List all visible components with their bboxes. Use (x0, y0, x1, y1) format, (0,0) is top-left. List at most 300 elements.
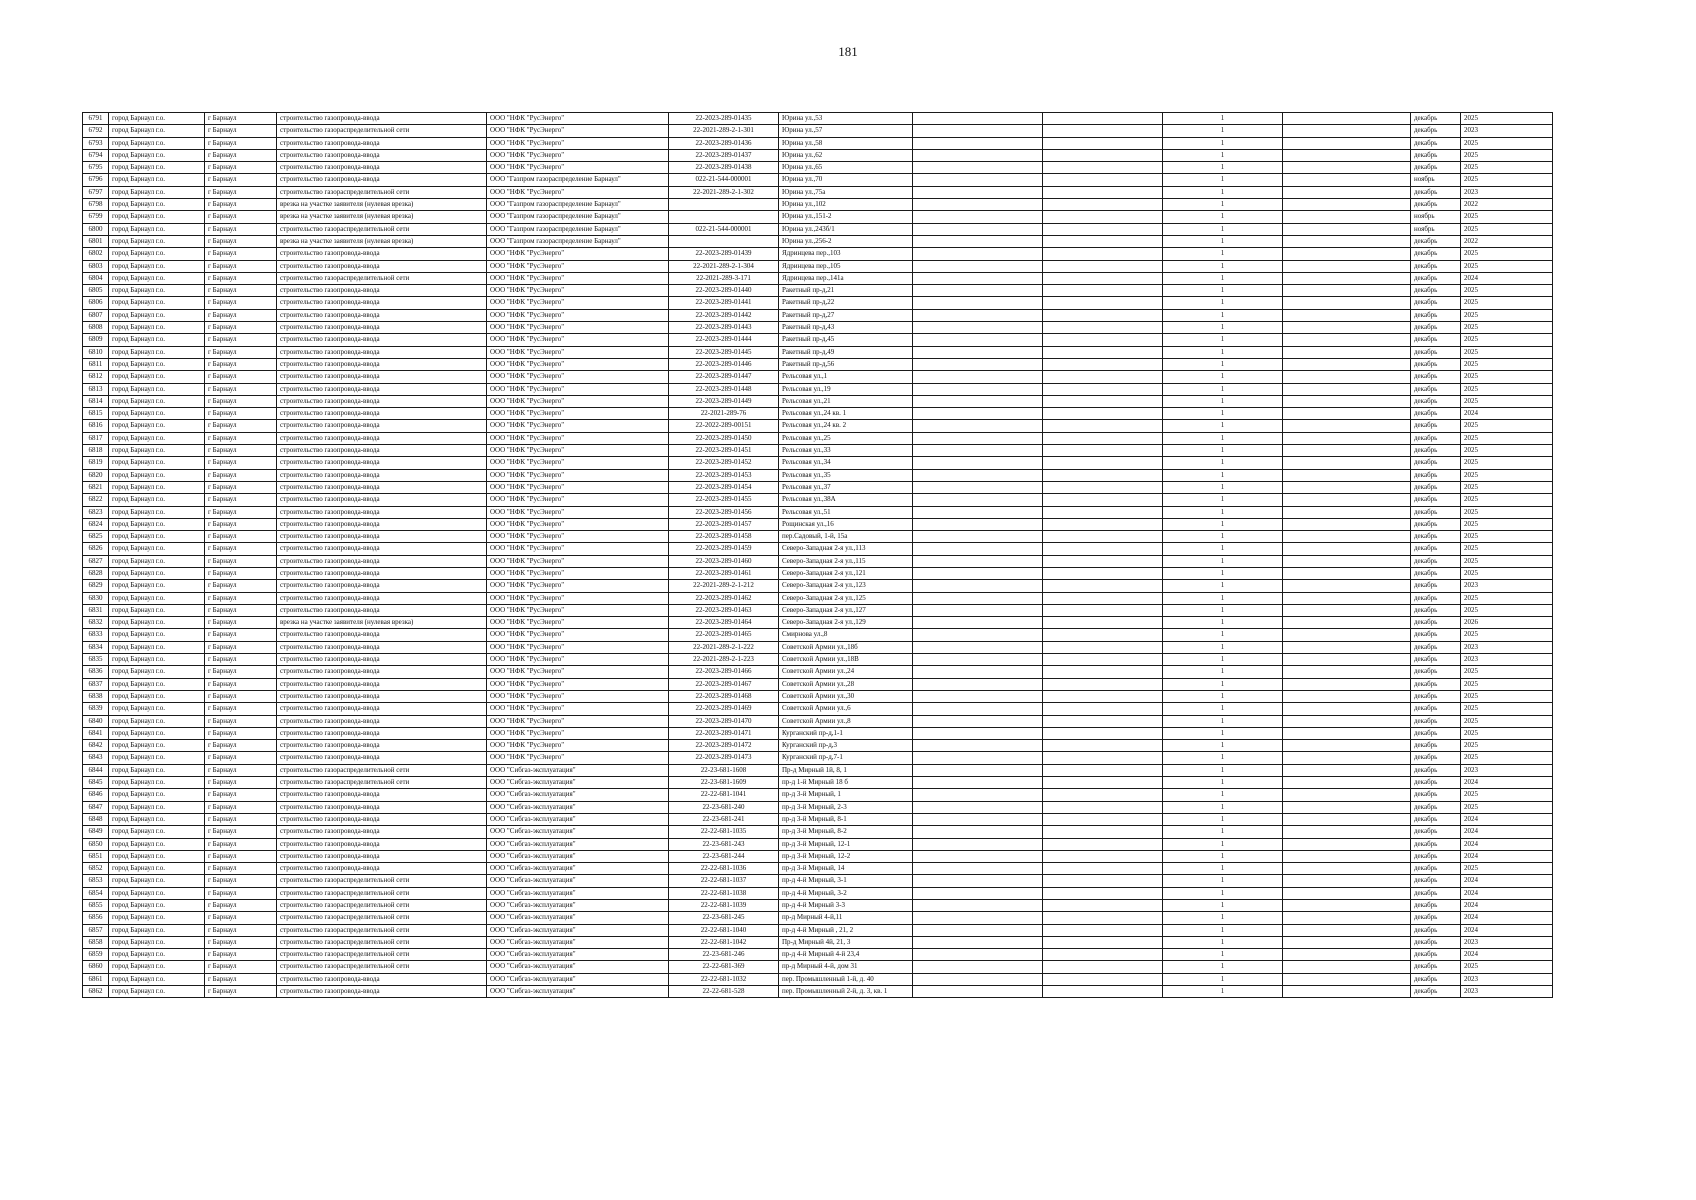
empty-cell (913, 408, 1043, 420)
work-type-cell: строительство газораспределительной сети (277, 125, 487, 137)
address-cell: Рельсовая ул.,25 (779, 432, 913, 444)
empty-cell (913, 174, 1043, 186)
row-number-cell: 6802 (83, 248, 109, 260)
empty-cell (1283, 875, 1411, 887)
empty-cell (1043, 383, 1163, 395)
row-number-cell: 6843 (83, 752, 109, 764)
empty-cell (1043, 949, 1163, 961)
municipality-cell: город Барнаул г.о. (109, 420, 205, 432)
row-number-cell: 6855 (83, 900, 109, 912)
empty-cell (1043, 863, 1163, 875)
settlement-cell: г Барнаул (205, 973, 277, 985)
quantity-cell: 1 (1163, 408, 1283, 420)
empty-cell (1043, 174, 1163, 186)
empty-cell (1043, 617, 1163, 629)
settlement-cell: г Барнаул (205, 162, 277, 174)
table-row (83, 395, 1553, 407)
empty-cell (913, 383, 1043, 395)
quantity-cell: 1 (1163, 272, 1283, 284)
month-cell: декабрь (1411, 445, 1461, 457)
address-cell: пр-д 3-й Мирный, 12-2 (779, 850, 913, 862)
empty-cell (1283, 285, 1411, 297)
municipality-cell: город Барнаул г.о. (109, 924, 205, 936)
work-type-cell: строительство газораспределительной сети (277, 900, 487, 912)
quantity-cell: 1 (1163, 789, 1283, 801)
address-cell: пр-д 3-й Мирный, 12-1 (779, 838, 913, 850)
year-cell: 2025 (1461, 371, 1553, 383)
row-number-cell: 6859 (83, 949, 109, 961)
quantity-cell: 1 (1163, 199, 1283, 211)
empty-cell (1283, 346, 1411, 358)
empty-cell (913, 801, 1043, 813)
row-number-cell: 6854 (83, 887, 109, 899)
month-cell: декабрь (1411, 408, 1461, 420)
quantity-cell: 1 (1163, 125, 1283, 137)
empty-cell (1043, 445, 1163, 457)
organization-cell: ООО "Сибгаз-эксплуатация" (487, 986, 669, 998)
empty-cell (1283, 752, 1411, 764)
address-cell: пр-д 3-й Мирный, 8-1 (779, 813, 913, 825)
quantity-cell: 1 (1163, 481, 1283, 493)
municipality-cell: город Барнаул г.о. (109, 346, 205, 358)
year-cell: 2022 (1461, 199, 1553, 211)
municipality-cell: город Барнаул г.о. (109, 531, 205, 543)
municipality-cell: город Барнаул г.о. (109, 457, 205, 469)
quantity-cell: 1 (1163, 334, 1283, 346)
work-type-cell: врезка на участке заявителя (нулевая врезка) (277, 211, 487, 223)
empty-cell (1043, 936, 1163, 948)
empty-cell (1283, 494, 1411, 506)
year-cell: 2025 (1461, 567, 1553, 579)
empty-cell (913, 666, 1043, 678)
empty-cell (913, 875, 1043, 887)
settlement-cell: г Барнаул (205, 395, 277, 407)
address-cell: Юрина ул.,65 (779, 162, 913, 174)
empty-cell (913, 334, 1043, 346)
address-cell: Пр-д Мирный 4й, 21, 3 (779, 936, 913, 948)
table-row (83, 764, 1553, 776)
address-cell: Ядринцева пер.,105 (779, 260, 913, 272)
empty-cell (913, 592, 1043, 604)
permit-number-cell: 22-22-681-528 (669, 986, 779, 998)
row-number-cell: 6817 (83, 432, 109, 444)
quantity-cell: 1 (1163, 395, 1283, 407)
row-number-cell: 6860 (83, 961, 109, 973)
organization-cell: ООО "Сибгаз-эксплуатация" (487, 924, 669, 936)
municipality-cell: город Барнаул г.о. (109, 260, 205, 272)
quantity-cell: 1 (1163, 186, 1283, 198)
empty-cell (913, 961, 1043, 973)
settlement-cell: г Барнаул (205, 703, 277, 715)
empty-cell (1283, 481, 1411, 493)
empty-cell (1283, 113, 1411, 125)
municipality-cell: город Барнаул г.о. (109, 764, 205, 776)
table-row (83, 813, 1553, 825)
settlement-cell: г Барнаул (205, 518, 277, 530)
month-cell: декабрь (1411, 912, 1461, 924)
organization-cell: ООО "НФК "РусЭнерго" (487, 703, 669, 715)
empty-cell (1043, 727, 1163, 739)
organization-cell: ООО "Сибгаз-эксплуатация" (487, 936, 669, 948)
settlement-cell: г Барнаул (205, 936, 277, 948)
year-cell: 2025 (1461, 285, 1553, 297)
empty-cell (913, 494, 1043, 506)
quantity-cell: 1 (1163, 703, 1283, 715)
month-cell: декабрь (1411, 961, 1461, 973)
municipality-cell: город Барнаул г.о. (109, 752, 205, 764)
table-row (83, 567, 1553, 579)
year-cell: 2025 (1461, 395, 1553, 407)
empty-cell (1283, 887, 1411, 899)
empty-cell (1043, 850, 1163, 862)
table-row (83, 199, 1553, 211)
address-cell: Ракетный пр-д,21 (779, 285, 913, 297)
row-number-cell: 6800 (83, 223, 109, 235)
work-type-cell: строительство газораспределительной сети (277, 875, 487, 887)
work-type-cell: строительство газопровода-ввода (277, 703, 487, 715)
address-cell: Ракетный пр-д,43 (779, 322, 913, 334)
municipality-cell: город Барнаул г.о. (109, 334, 205, 346)
empty-cell (1043, 912, 1163, 924)
empty-cell (913, 199, 1043, 211)
address-cell: Северо-Западная 2-я ул.,121 (779, 567, 913, 579)
municipality-cell: город Барнаул г.о. (109, 912, 205, 924)
settlement-cell: г Барнаул (205, 752, 277, 764)
table-row (83, 137, 1553, 149)
empty-cell (913, 678, 1043, 690)
work-type-cell: врезка на участке заявителя (нулевая врезка) (277, 199, 487, 211)
organization-cell: ООО "НФК "РусЭнерго" (487, 149, 669, 161)
year-cell: 2025 (1461, 174, 1553, 186)
month-cell: декабрь (1411, 272, 1461, 284)
settlement-cell: г Барнаул (205, 875, 277, 887)
work-type-cell: строительство газопровода-ввода (277, 629, 487, 641)
permit-number-cell: 22-23-681-245 (669, 912, 779, 924)
year-cell: 2025 (1461, 752, 1553, 764)
empty-cell (913, 949, 1043, 961)
row-number-cell: 6816 (83, 420, 109, 432)
month-cell: декабрь (1411, 137, 1461, 149)
address-cell: Рощинская ул.,16 (779, 518, 913, 530)
organization-cell: ООО "Сибгаз-эксплуатация" (487, 875, 669, 887)
row-number-cell: 6852 (83, 863, 109, 875)
permit-number-cell: 22-23-681-244 (669, 850, 779, 862)
permit-number-cell: 22-22-681-1035 (669, 826, 779, 838)
permit-number-cell: 22-22-681-1040 (669, 924, 779, 936)
empty-cell (913, 936, 1043, 948)
work-type-cell: строительство газораспределительной сети (277, 272, 487, 284)
month-cell: декабрь (1411, 863, 1461, 875)
month-cell: декабрь (1411, 604, 1461, 616)
organization-cell: ООО "НФК "РусЭнерго" (487, 137, 669, 149)
permit-number-cell: 22-2023-289-01448 (669, 383, 779, 395)
quantity-cell: 1 (1163, 826, 1283, 838)
permit-number-cell: 22-2022-289-00151 (669, 420, 779, 432)
municipality-cell: город Барнаул г.о. (109, 371, 205, 383)
settlement-cell: г Барнаул (205, 285, 277, 297)
empty-cell (1043, 408, 1163, 420)
municipality-cell: город Барнаул г.о. (109, 826, 205, 838)
municipality-cell: город Барнаул г.о. (109, 272, 205, 284)
municipality-cell: город Барнаул г.о. (109, 137, 205, 149)
empty-cell (1283, 961, 1411, 973)
table-row (83, 420, 1553, 432)
month-cell: декабрь (1411, 900, 1461, 912)
empty-cell (1283, 801, 1411, 813)
table-row (83, 617, 1553, 629)
table-row (83, 703, 1553, 715)
row-number-cell: 6839 (83, 703, 109, 715)
year-cell: 2025 (1461, 346, 1553, 358)
table-row (83, 850, 1553, 862)
empty-cell (913, 420, 1043, 432)
work-type-cell: строительство газопровода-ввода (277, 346, 487, 358)
settlement-cell: г Барнаул (205, 432, 277, 444)
municipality-cell: город Барнаул г.о. (109, 986, 205, 998)
row-number-cell: 6846 (83, 789, 109, 801)
month-cell: декабрь (1411, 420, 1461, 432)
organization-cell: ООО "НФК "РусЭнерго" (487, 740, 669, 752)
quantity-cell: 1 (1163, 469, 1283, 481)
year-cell: 2024 (1461, 408, 1553, 420)
work-type-cell: строительство газопровода-ввода (277, 297, 487, 309)
year-cell: 2025 (1461, 678, 1553, 690)
table-row (83, 555, 1553, 567)
month-cell: декабрь (1411, 690, 1461, 702)
address-cell: Северо-Западная 2-я ул.,115 (779, 555, 913, 567)
empty-cell (1043, 555, 1163, 567)
settlement-cell: г Барнаул (205, 223, 277, 235)
address-cell: Курганский пр-д,7-1 (779, 752, 913, 764)
row-number-cell: 6812 (83, 371, 109, 383)
empty-cell (1283, 678, 1411, 690)
month-cell: декабрь (1411, 764, 1461, 776)
municipality-cell: город Барнаул г.о. (109, 813, 205, 825)
year-cell: 2025 (1461, 727, 1553, 739)
month-cell: декабрь (1411, 924, 1461, 936)
organization-cell: ООО "НФК "РусЭнерго" (487, 445, 669, 457)
empty-cell (1283, 715, 1411, 727)
work-type-cell: строительство газораспределительной сети (277, 223, 487, 235)
settlement-cell: г Барнаул (205, 113, 277, 125)
municipality-cell: город Барнаул г.о. (109, 518, 205, 530)
empty-cell (1283, 986, 1411, 998)
year-cell: 2025 (1461, 420, 1553, 432)
row-number-cell: 6822 (83, 494, 109, 506)
quantity-cell: 1 (1163, 445, 1283, 457)
year-cell: 2025 (1461, 322, 1553, 334)
work-type-cell: строительство газораспределительной сети (277, 912, 487, 924)
table-row (83, 162, 1553, 174)
table-row (83, 740, 1553, 752)
address-cell: пер.Садовый, 1-й, 15а (779, 531, 913, 543)
row-number-cell: 6796 (83, 174, 109, 186)
table-row (83, 789, 1553, 801)
empty-cell (913, 481, 1043, 493)
quantity-cell: 1 (1163, 113, 1283, 125)
work-type-cell: строительство газораспределительной сети (277, 924, 487, 936)
month-cell: ноябрь (1411, 211, 1461, 223)
year-cell: 2025 (1461, 334, 1553, 346)
organization-cell: ООО "НФК "РусЭнерго" (487, 371, 669, 383)
work-type-cell: строительство газопровода-ввода (277, 162, 487, 174)
empty-cell (1043, 752, 1163, 764)
table-row (83, 285, 1553, 297)
row-number-cell: 6808 (83, 322, 109, 334)
month-cell: декабрь (1411, 383, 1461, 395)
month-cell: декабрь (1411, 703, 1461, 715)
address-cell: Ракетный пр-д,45 (779, 334, 913, 346)
organization-cell: ООО "НФК "РусЭнерго" (487, 260, 669, 272)
permit-number-cell: 22-2021-289-2-1-222 (669, 641, 779, 653)
empty-cell (913, 727, 1043, 739)
permit-number-cell: 22-22-681-1032 (669, 973, 779, 985)
municipality-cell: город Барнаул г.о. (109, 235, 205, 247)
quantity-cell: 1 (1163, 592, 1283, 604)
settlement-cell: г Барнаул (205, 887, 277, 899)
permit-number-cell: 22-2023-289-01449 (669, 395, 779, 407)
empty-cell (913, 322, 1043, 334)
year-cell: 2024 (1461, 272, 1553, 284)
settlement-cell: г Барнаул (205, 420, 277, 432)
month-cell: декабрь (1411, 494, 1461, 506)
municipality-cell: город Барнаул г.о. (109, 162, 205, 174)
permit-number-cell: 22-2023-289-01441 (669, 297, 779, 309)
quantity-cell: 1 (1163, 764, 1283, 776)
month-cell: декабрь (1411, 457, 1461, 469)
address-cell: Рельсовая ул.,21 (779, 395, 913, 407)
month-cell: декабрь (1411, 801, 1461, 813)
year-cell: 2025 (1461, 961, 1553, 973)
empty-cell (913, 235, 1043, 247)
empty-cell (1283, 149, 1411, 161)
month-cell: декабрь (1411, 777, 1461, 789)
municipality-cell: город Барнаул г.о. (109, 592, 205, 604)
row-number-cell: 6858 (83, 936, 109, 948)
permit-number-cell: 22-23-681-246 (669, 949, 779, 961)
municipality-cell: город Барнаул г.о. (109, 186, 205, 198)
table-row (83, 973, 1553, 985)
settlement-cell: г Барнаул (205, 235, 277, 247)
empty-cell (1043, 715, 1163, 727)
organization-cell: ООО "НФК "РусЭнерго" (487, 186, 669, 198)
quantity-cell: 1 (1163, 973, 1283, 985)
municipality-cell: город Барнаул г.о. (109, 309, 205, 321)
quantity-cell: 1 (1163, 285, 1283, 297)
table-row (83, 863, 1553, 875)
empty-cell (1043, 986, 1163, 998)
empty-cell (1283, 334, 1411, 346)
settlement-cell: г Барнаул (205, 309, 277, 321)
settlement-cell: г Барнаул (205, 260, 277, 272)
address-cell: пр-д 1-й Мирный 18 б (779, 777, 913, 789)
empty-cell (1043, 457, 1163, 469)
month-cell: ноябрь (1411, 223, 1461, 235)
empty-cell (913, 309, 1043, 321)
row-number-cell: 6829 (83, 580, 109, 592)
quantity-cell: 1 (1163, 936, 1283, 948)
permit-number-cell: 22-2023-289-01442 (669, 309, 779, 321)
settlement-cell: г Барнаул (205, 346, 277, 358)
year-cell: 2025 (1461, 789, 1553, 801)
organization-cell: ООО "Сибгаз-эксплуатация" (487, 900, 669, 912)
work-type-cell: строительство газопровода-ввода (277, 543, 487, 555)
quantity-cell: 1 (1163, 211, 1283, 223)
address-cell: Советской Армии ул.,30 (779, 690, 913, 702)
permit-number-cell: 22-2023-289-01438 (669, 162, 779, 174)
empty-cell (1283, 518, 1411, 530)
permit-number-cell: 22-2023-289-01457 (669, 518, 779, 530)
row-number-cell: 6861 (83, 973, 109, 985)
permit-number-cell: 22-2023-289-01469 (669, 703, 779, 715)
quantity-cell: 1 (1163, 432, 1283, 444)
quantity-cell: 1 (1163, 223, 1283, 235)
work-type-cell: строительство газопровода-ввода (277, 567, 487, 579)
settlement-cell: г Барнаул (205, 789, 277, 801)
settlement-cell: г Барнаул (205, 408, 277, 420)
municipality-cell: город Барнаул г.о. (109, 555, 205, 567)
quantity-cell: 1 (1163, 457, 1283, 469)
month-cell: декабрь (1411, 678, 1461, 690)
permit-number-cell: 22-23-681-240 (669, 801, 779, 813)
quantity-cell: 1 (1163, 322, 1283, 334)
address-cell: Курганский пр-д,3 (779, 740, 913, 752)
permit-number-cell: 22-2023-289-01455 (669, 494, 779, 506)
empty-cell (913, 580, 1043, 592)
work-type-cell: строительство газопровода-ввода (277, 580, 487, 592)
settlement-cell: г Барнаул (205, 715, 277, 727)
empty-cell (1043, 838, 1163, 850)
table-row (83, 113, 1553, 125)
organization-cell: ООО "НФК "РусЭнерго" (487, 666, 669, 678)
address-cell: Рельсовая ул.,51 (779, 506, 913, 518)
organization-cell: ООО "Сибгаз-эксплуатация" (487, 912, 669, 924)
month-cell: декабрь (1411, 186, 1461, 198)
month-cell: декабрь (1411, 740, 1461, 752)
work-type-cell: строительство газопровода-ввода (277, 174, 487, 186)
address-cell: Рельсовая ул.,24 кв. 1 (779, 408, 913, 420)
organization-cell: ООО "НФК "РусЭнерго" (487, 617, 669, 629)
permit-number-cell: 22-22-681-1041 (669, 789, 779, 801)
address-cell: пр-д Мирный 4-й, дом 31 (779, 961, 913, 973)
table-row (83, 297, 1553, 309)
row-number-cell: 6837 (83, 678, 109, 690)
permit-number-cell: 22-2021-289-3-171 (669, 272, 779, 284)
year-cell: 2025 (1461, 481, 1553, 493)
month-cell: декабрь (1411, 531, 1461, 543)
quantity-cell: 1 (1163, 863, 1283, 875)
permit-number-cell: 22-2023-289-01450 (669, 432, 779, 444)
address-cell: Ракетный пр-д,49 (779, 346, 913, 358)
permit-number-cell: 22-2023-289-01467 (669, 678, 779, 690)
work-type-cell: строительство газопровода-ввода (277, 334, 487, 346)
work-type-cell: строительство газопровода-ввода (277, 408, 487, 420)
table-row (83, 469, 1553, 481)
empty-cell (913, 912, 1043, 924)
organization-cell: ООО "НФК "РусЭнерго" (487, 518, 669, 530)
municipality-cell: город Барнаул г.о. (109, 580, 205, 592)
year-cell: 2025 (1461, 801, 1553, 813)
work-type-cell: строительство газопровода-ввода (277, 395, 487, 407)
empty-cell (1283, 408, 1411, 420)
organization-cell: ООО "Сибгаз-эксплуатация" (487, 838, 669, 850)
quantity-cell: 1 (1163, 617, 1283, 629)
empty-cell (1043, 875, 1163, 887)
empty-cell (1283, 531, 1411, 543)
empty-cell (1043, 186, 1163, 198)
permit-number-cell: 22-22-681-1038 (669, 887, 779, 899)
empty-cell (913, 272, 1043, 284)
